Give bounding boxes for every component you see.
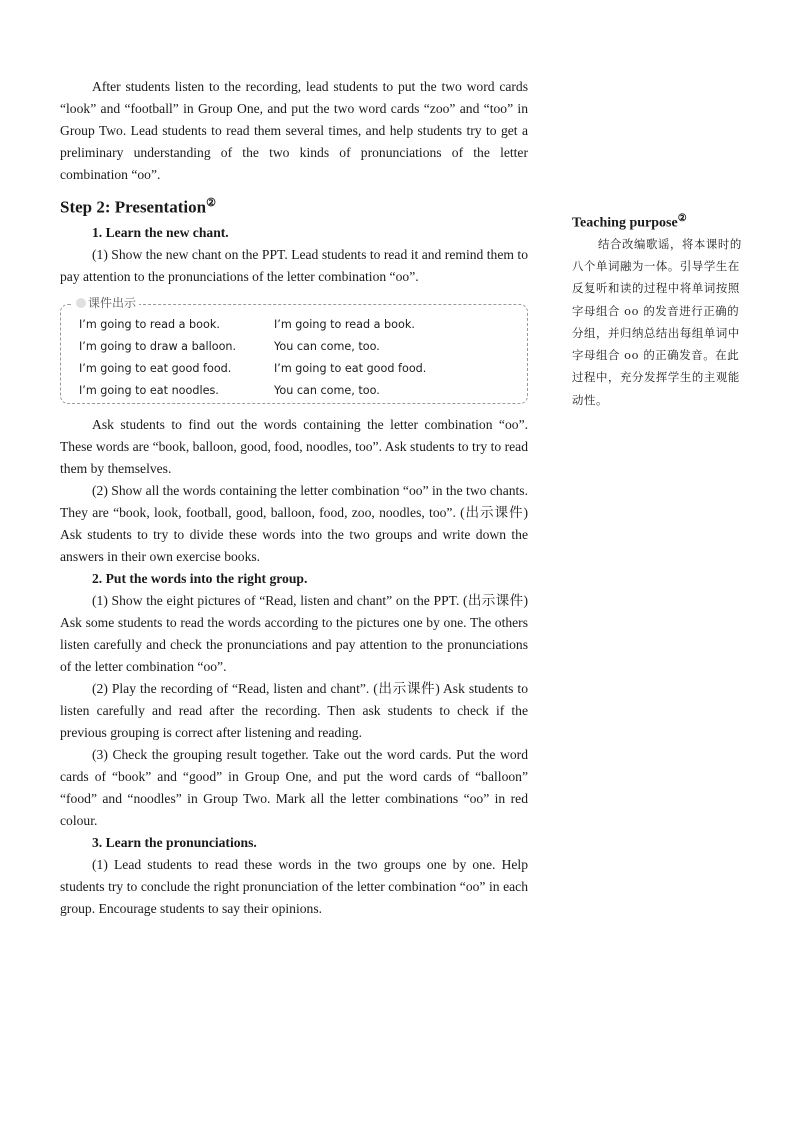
chant-line: I’m going to eat noodles. bbox=[79, 383, 219, 397]
chant-line: I’m going to read a book. bbox=[79, 317, 220, 331]
section-1-para-1: (1) Show the new chant on the PPT. Lead students to read it and remind them to pay attention to the pronunciations of the letter combination “oo”. bbox=[60, 246, 528, 284]
section-2-para-2: (2) Play the recording of “Read, listen and chant”. (出示课件) Ask students to listen carefully and read after the recording. Then ask students to check if the previous grouping is correct after listening and reading. bbox=[60, 680, 528, 740]
courseware-dot-icon bbox=[76, 298, 86, 308]
chant-right-column bbox=[274, 314, 426, 402]
chant-line: You can come, too. bbox=[274, 339, 380, 353]
chant-box-tag-label: 课件出示 bbox=[88, 295, 137, 310]
step-heading bbox=[60, 191, 528, 220]
chant-line: I’m going to eat good food. bbox=[79, 361, 232, 375]
chant-box bbox=[60, 295, 528, 404]
section-1-para-3: (2) Show all the words containing the letter combination “oo” in the two chants. They are “book, look, football, good, balloon, food, zoo, noodles, too”. (出示课件) Ask students to try to divide these words into the two groups and write down the answers in their own exercise books. bbox=[60, 482, 528, 564]
chant-line: You can come, too. bbox=[274, 383, 380, 397]
sidebar-marker: ② bbox=[677, 213, 687, 224]
section-1-para-2: Ask students to find out the words containing the letter combination “oo”. These words are “book, balloon, good, food, noodles, too”. Ask students to try to read them by themselves. bbox=[60, 416, 528, 476]
section-2-heading: 2. Put the words into the right group. bbox=[92, 570, 308, 586]
intro-paragraph: After students listen to the recording, lead students to put the two word cards “look” and “football” in Group One, and put the two word cards “zoo” and “too” in Group Two. Lead students to read them several times, and help students try to get a preliminary understanding of the two kinds of pronunciations of the letter combination “oo”. bbox=[60, 79, 528, 182]
step-title: Step 2: Presentation bbox=[60, 197, 207, 217]
chant-line: I’m going to read a book. bbox=[274, 317, 415, 331]
section-3-heading: 3. Learn the pronunciations. bbox=[92, 834, 257, 850]
sidebar-text: 结合改编歌谣，将本课时的八个单词融为一体。引导学生在反复听和读的过程中将单词按照字母组合 oo 的发音进行正确的分组，并归纳总结出每组单词中字母组合 oo 的正确发音。在此过程中，充分发挥学生的主观能动性。 bbox=[572, 236, 742, 407]
chant-line: I’m going to eat good food. bbox=[274, 361, 427, 375]
chant-box-tag bbox=[73, 296, 139, 310]
main-column bbox=[60, 76, 528, 920]
section-2-para-3: (3) Check the grouping result together. Take out the word cards. Put the word cards of “book” and “good” in Group One, and put the word cards of “balloon” “food” and “noodles” in Group Two. Mark all the letter combinations “oo” in red colour. bbox=[60, 746, 528, 828]
section-1-heading: 1. Learn the new chant. bbox=[92, 224, 229, 240]
chant-left-column bbox=[79, 314, 236, 402]
step-marker: ② bbox=[206, 197, 216, 209]
teaching-purpose-sidebar bbox=[572, 210, 742, 411]
sidebar-title bbox=[572, 210, 742, 233]
sidebar-title-text: Teaching purpose bbox=[572, 215, 678, 231]
section-2-para-1: (1) Show the eight pictures of “Read, listen and chant” on the PPT. (出示课件) Ask some students to read the words according to the pictures one by one. The others listen carefully and check the pronunciations and pay attention to the pronunciations of the letter combination “oo”. bbox=[60, 592, 528, 674]
chant-line: I’m going to draw a balloon. bbox=[79, 339, 237, 353]
section-3-para-1: (1) Lead students to read these words in the two groups one by one. Help students try to conclude the right pronunciation of the letter combination “oo” in each group. Encourage students to say their opinions. bbox=[60, 856, 528, 916]
